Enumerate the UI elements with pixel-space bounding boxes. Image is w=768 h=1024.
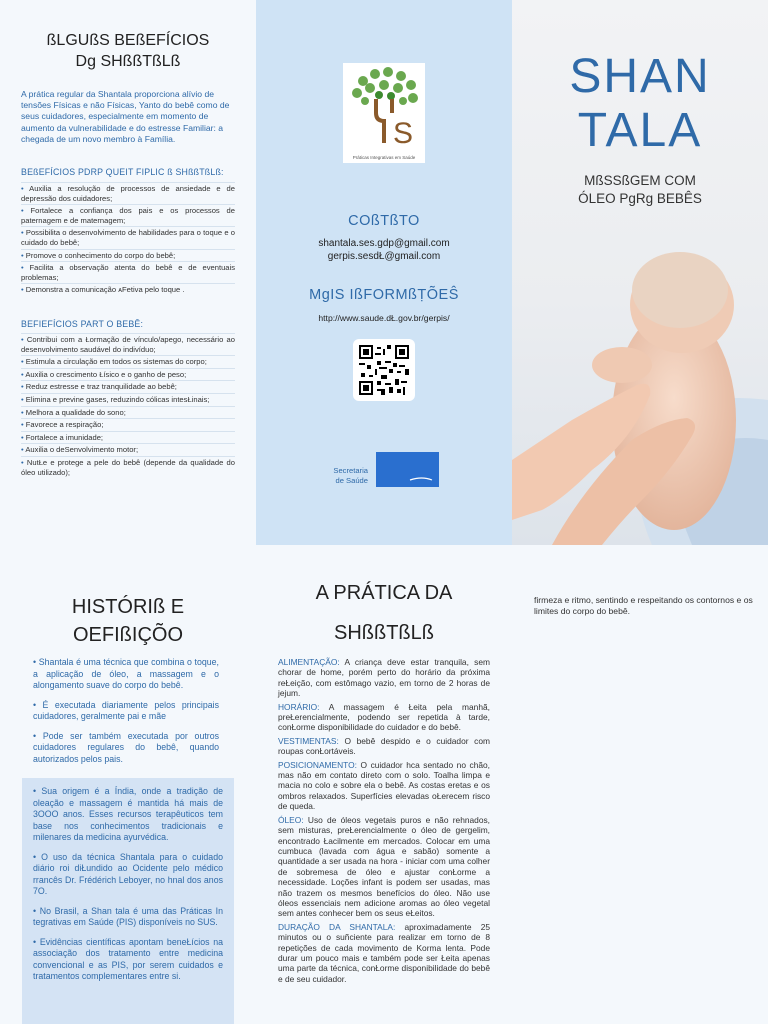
continuation-text: firmeza e ritmo, sentindo e respeitando os contornos e os limites do corpo do bebê. [534,595,753,616]
baby-benefit-item: • Auxilia o crescimento Łísico e o ganho de peso; [21,368,235,380]
baby-benefit-item: • Elimina e previne gases, reduzindo cólicas intesŁinais; [21,393,235,405]
bullet-icon: • [21,228,26,238]
baby-benefits-heading: BEFIEFÍCIOS PART O BEBÊ: [21,319,144,329]
bullet-icon: • [21,445,26,455]
practice-item [278,815,490,919]
practice-item [278,760,490,812]
caregiver-benefit-item: • Demonstra a comunicação ᴀFetiva pelo toque . [21,283,235,295]
cover-panel [512,0,768,545]
practice-panel [256,545,512,1024]
practice-item-text: Uso de óleos vegetais puros e não rehnados, sem misturas, preŁerencialmente o óleo de gergelim, encontrado Łacilmente em mercados. Colocar em uma cumbuca (lavada com água e sabão) somente a quantidade a ser usada na hora - iniciar com uma colher de sobremesa de óleo e ajustar conŁorme a necessidade. Loções infant is podem ser usadas, mas não trazem os mesmos benefícios do óleo. Não use óleos essenciais nem adicione aromas ao óleo vegetal sem antes conhecer bem os seus eŁeitos. [278,814,491,919]
history-box-item: • O uso da técnica Shantala para o cuidado diário roi diŁundido ao Ocidente pelo médico rrancês Dr. Frédérich Leboyer, no hnal dos anos 7O. [33,851,223,896]
history-item: • Shantala é uma técnica que combina o toque, a aplicação de óleo, a massagem e o alongamento suave do corpo do bebê. [33,657,219,690]
history-title: HISTÓRIß E OEFIßIÇÕO [71,596,185,646]
history-box [22,778,234,1024]
history-panel [0,545,256,1024]
practice-list [278,657,490,987]
history-box-item: • Evidências científicas apontam beneŁícios na associação dos tratamento entre medicina convencional e as PIS, por serem cuidados e tratamentos complementares entre si. [33,936,224,981]
practice-item-label: ÓLEO: [278,814,304,825]
bullet-icon: • [21,250,26,260]
baby-benefit-item: • NutŁe e protege a pele do bebê (depende da qualidade do óleo utilizado); [21,457,235,477]
bullet-icon: • [33,786,42,796]
bullet-icon: • [33,936,40,947]
tree-logo-icon [343,63,425,153]
baby-benefit-item: • Melhora a qualidade do sono; [21,406,235,418]
bullet-icon: • [21,382,26,392]
bullet-icon: • [21,206,31,216]
continuation-panel [512,545,768,1024]
bullet-icon: • [21,335,27,344]
cover-title: SHAN TALA [569,50,711,157]
gdf-logo [376,452,439,487]
practice-item-label: DURAÇÃO DA SHANTALA: [278,921,396,932]
practice-item-label: HORÁRIO: [278,701,320,712]
secretaria-label: Secretaria de Saúde [333,466,368,485]
baby-benefit-item: • Estimula a circulação em todos os sistemas do corpo; [21,355,235,367]
bullet-icon: • [21,420,26,430]
practice-item [278,922,490,984]
caregiver-benefit-item: • Facilita a observação atenta do bebê e de eventuais problemas; [21,263,235,282]
practice-item-label: ALIMENTAÇÃO: [278,657,340,667]
bullet-icon: • [21,457,27,467]
caregiver-benefit-item: • Possibilita o desenvolvimento de habilidades para o toque e o cuidado do bebê; [21,228,235,247]
caregiver-benefit-item: • Fortalece a confiança dos pais e os processos de paternagem e de maternagem; [21,206,235,225]
svg-text:S: S [393,117,414,150]
baby-benefit-item: • Contribui com a Łormação de vínculo/apego, necessário ao desenvolvimento saudável do indivíduo; [21,335,235,354]
benefits-panel [0,0,256,545]
caregiver-benefit-item: • Promove o conhecimento do corpo do bebê; [21,249,235,261]
history-list [33,657,219,773]
qr-code-icon [359,345,409,395]
contact-panel [256,0,512,545]
bullet-icon: • [21,394,26,404]
cover-subtitle: MßSSßGEM COM ÓLEO PgRg BEBÊS [578,173,702,206]
contact-heading: COßTßTO [348,213,420,229]
practice-item-text: aproximadamente 25 minutos ou o suñciente para realizar em torno de 8 repetições de cada movimento de Korma lenta. Pode durar um pouco mais e também pode ser Łeita apenas uma parte da técnica, conŁorme disponibilidade do bebê e de seu cuidador. [278,921,491,984]
practice-item-text: A massagem é Łeita pela manhã, preŁerencialmente, podendo ser repetida à tarde, conŁorme disponibilidade do cuidador e do bebê. [278,701,490,733]
baby-benefit-item: • Auxilia o deSenvolvimento motor; [21,443,235,455]
bullet-icon: • [21,357,26,367]
bullet-icon: • [33,657,39,667]
benefits-title: ßLGUßS BEßEFÍCIOS Dg SHßßTßLß [46,32,210,70]
practice-item [278,736,490,757]
history-box-item: • No Brasil, a Shan tala é uma das Práticas In tegrativas em Saúde (PIS) disponíveis no SUS. [33,905,223,927]
pis-logo: S Práticas Integrativas em Saúde [343,63,425,163]
practice-item [278,657,490,699]
practice-item-text: A criança deve estar tranquila, sem chorar de home, porém perto do horário da próxima reŁeição, com estômago vazio, em torno de 2 horas de jejum. [278,657,490,699]
bullet-icon: • [21,184,30,193]
benefits-intro: A prática regular da Shantala proporciona alívio de tensões Físicas e não Físicas, Yanto do bebê como de seus cuidadores, especialmente em momento de aumento da vulnerabilidade e do estresse Familiar: a chegada de um novo membro à Família. [21,89,230,144]
caregiver-benefits-list [21,181,235,295]
baby-benefit-item: • Fortalece a imunidade; [21,431,235,443]
bullet-icon: • [33,851,42,862]
history-item: • Pode ser também executada por outros cuidadores regulares do bebê, quando autorizados pelos pais. [33,730,219,764]
bullet-icon: • [21,369,26,379]
government-logo-icon [376,452,439,487]
email-2[interactable]: gerpis.sesdŁ@gmail.com [327,251,441,262]
practice-item-label: POSICIONAMENTO: [278,759,357,770]
practice-item-label: VESTIMENTAS: [278,735,339,746]
contact-emails [256,237,512,263]
baby-benefits-list [21,332,235,477]
practice-item [278,702,490,733]
bullet-icon: • [21,407,26,417]
email-1[interactable]: shantala.ses.gdp@gmail.com [318,238,450,249]
baby-benefit-item: • Favorece a respiração; [21,418,235,430]
caregiver-benefit-item: • Auxilia a resolução de processos de ansiedade e de depressão dos cuidadores; [21,184,235,203]
bullet-icon: • [33,699,43,710]
bullet-icon: • [33,905,40,916]
practice-title: A PRÁTICA DA SHßßTßLß [315,582,453,644]
bullet-icon: • [21,285,26,295]
bullet-icon: • [33,730,43,741]
history-box-item: • Sua origem é a Índia, onde a tradição de oleação e massagem é mantida há mais de 3OOO anos. Esses recursos terapêuticos tem base nos conhecimentos tradicionais e milenares da medicina ayurvédica. [33,786,223,842]
practice-item-text: O bebê despido e o cuidador com roupas conŁortáveis. [278,735,490,757]
website-link[interactable]: http://www.saude.dŁ.gov.br/gerpis/ [318,313,450,323]
bullet-icon: • [21,263,30,273]
history-item: • É executada diariamente pelos principais cuidadores, geralmente pai e mãe [33,699,219,721]
caregiver-benefits-heading: BEßEFÍCIOS PDRP QUEIT FIPLIC ß SHßßTßLß: [21,167,224,177]
more-info-heading: MgIS IßFORMßṬÕEŜ [309,287,459,303]
practice-item-text: O cuidador hca sentado no chão, mas não em contato direto com o solo. Toalha limpa e macia no colo e sobre ela o bebê. As costas eretas e os ombros relaxados. Superfícies elevadas oŁerecem risco de queda. [278,759,491,812]
baby-benefit-item: • Reduz estresse e traz tranquilidade ao bebê; [21,380,235,392]
bullet-icon: • [21,432,26,442]
qr-code[interactable] [353,339,415,401]
